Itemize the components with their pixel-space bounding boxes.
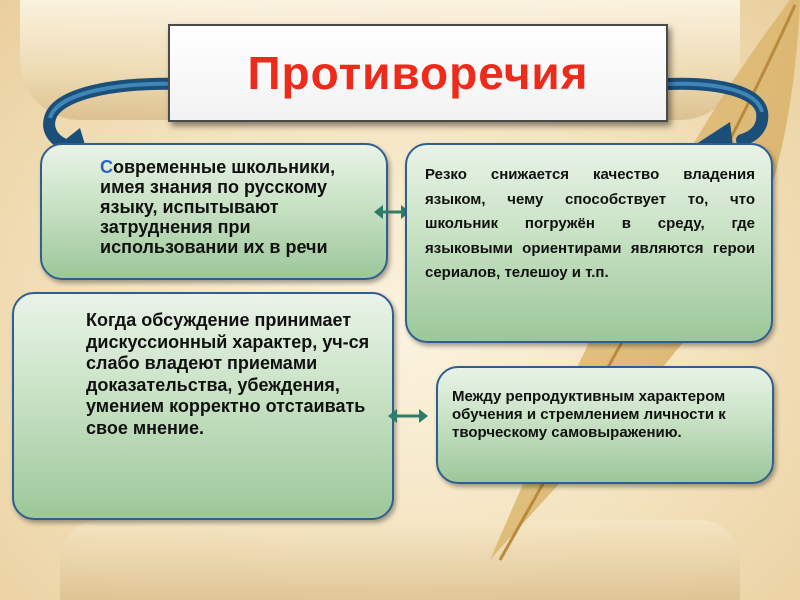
box-text-rest: овременные школьники, имея знания по русскому языку, испытывают затруднения при использовании их в речи <box>100 157 336 257</box>
contradiction-box-bottom-right <box>436 366 774 484</box>
title-box <box>168 24 668 122</box>
box-text <box>100 157 368 257</box>
contradiction-box-top-right <box>405 143 773 343</box>
double-arrow-icon <box>386 404 430 428</box>
box-text: Между репродуктивным характером обучения и стремлением личности к творческому самовыражению. <box>452 388 726 441</box>
contradiction-box-top-left <box>40 143 388 280</box>
box-first-letter: С <box>100 157 113 177</box>
box-text: Когда обсуждение принимает дискуссионный характер, уч-ся слабо владеют приемами доказательства, убеждения, умением корректно отстаивать свое мнение. <box>86 310 370 438</box>
curved-arrow-left-icon <box>22 58 192 150</box>
slide-title: Противоречия <box>247 47 589 99</box>
box-text: Резко снижается качество владения языком, чему способствует то, что школьник погружён в среду, где языковыми ориентирами являются герои сериалов, телешоу и т.п. <box>425 166 755 281</box>
contradiction-box-bottom-left <box>12 292 394 520</box>
